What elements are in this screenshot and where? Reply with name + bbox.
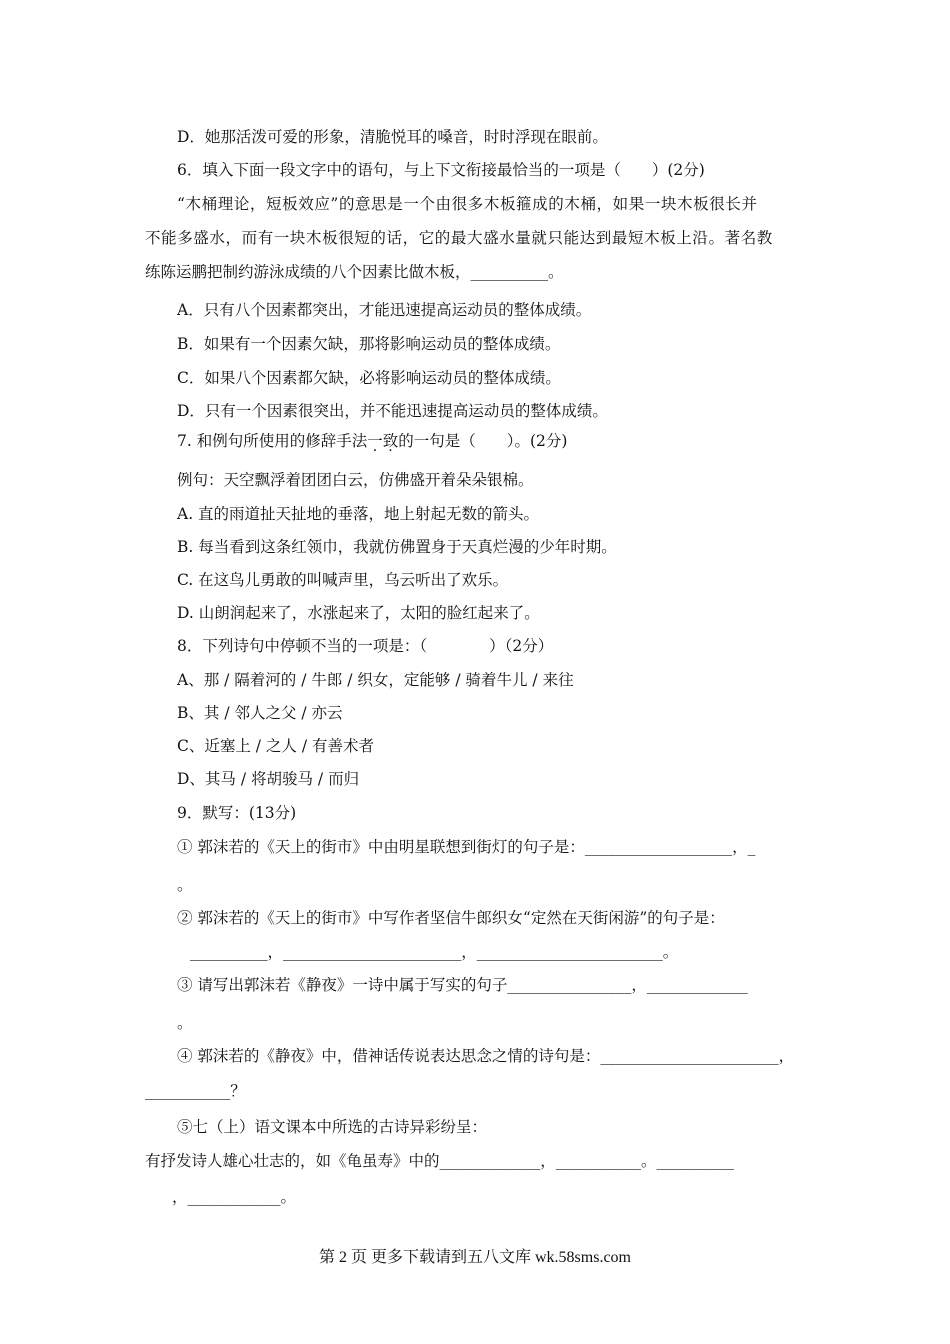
- q9-item-3-end: 。: [177, 1014, 193, 1032]
- q7-stem-pre: 7. 和例句所使用的修辞手法: [177, 432, 368, 450]
- q9-item-4-end: ___________？: [145, 1082, 246, 1100]
- q7-emphasis-char-1: 一: [367, 432, 383, 450]
- q9-item-5-line-a: 有抒发诗人雄心壮志的，如《龟虽寿》中的_____________，___________。__________: [145, 1152, 735, 1170]
- q7-option-d: D. 山朗润起来了，水涨起来了，太阳的脸红起来了。: [177, 604, 540, 622]
- q6-stem: 6．填入下面一段文字中的语句，与上下文衔接最恰当的一项是（ ）(2分): [177, 161, 705, 179]
- q9-item-4: ④ 郭沫若的《静夜》中，借神话传说表达思念之情的诗句是：_______________________，: [177, 1047, 795, 1065]
- q5-option-d: D．她那活泼可爱的形象，清脆悦耳的嗓音，时时浮现在眼前。: [177, 128, 608, 146]
- q6-option-a: A．只有八个因素都突出，才能迅速提高运动员的整体成绩。: [177, 301, 592, 319]
- q6-passage-line-1: “木桶理论，短板效应”的意思是一个由很多木板箍成的木桶，如果一块木板很长并: [177, 195, 758, 213]
- q7-stem: [177, 431, 567, 451]
- q9-item-5-line-b: ，____________。: [172, 1188, 297, 1206]
- q9-item-2-blanks: __________，_______________________，________________________。: [190, 943, 679, 961]
- q9-item-3: ③ 请写出郭沫若《静夜》一诗中属于写实的句子________________，_____________: [177, 976, 748, 994]
- q8-option-a: A、那 / 隔着河的 / 牛郎 / 织女，定能够 / 骑着牛儿 / 来往: [177, 671, 574, 689]
- q7-option-c: C. 在这鸟儿勇敢的叫喊声里，乌云听出了欢乐。: [177, 571, 509, 589]
- q6-option-d: D．只有一个因素很突出，并不能迅速提高运动员的整体成绩。: [177, 402, 608, 420]
- q7-option-a: A. 直的雨道扯天扯地的垂落，地上射起无数的箭头。: [177, 505, 540, 523]
- q9-item-1-end: 。: [177, 876, 193, 894]
- q6-option-b: B．如果有一个因素欠缺，那将影响运动员的整体成绩。: [177, 335, 561, 353]
- q9-item-2: ② 郭沫若的《天上的街市》中写作者坚信牛郎织女“定然在天街闲游”的句子是：: [177, 909, 725, 927]
- q8-option-c: C、近塞上 / 之人 / 有善术者: [177, 737, 375, 755]
- q7-example: 例句：天空飘浮着团团白云，仿佛盛开着朵朵银棉。: [177, 471, 534, 489]
- q6-option-c: C．如果八个因素都欠缺，必将影响运动员的整体成绩。: [177, 369, 561, 387]
- page-footer: 第 2 页 更多下载请到五八文库 wk.58sms.com: [318, 1249, 631, 1266]
- q8-stem: 8．下列诗句中停顿不当的一项是：（ ）（2分）: [177, 637, 554, 655]
- q9-item-5: ⑤七（上）语文课本中所选的古诗异彩纷呈：: [177, 1118, 488, 1136]
- q7-option-b: B. 每当看到这条红领巾，我就仿佛置身于天真烂漫的少年时期。: [177, 538, 617, 556]
- q6-passage-line-3: 练陈运鹏把制约游泳成绩的八个因素比做木板，__________。: [145, 263, 564, 281]
- q9-item-1: ① 郭沫若的《天上的街市》中由明星联想到街灯的句子是：___________________，_: [177, 838, 756, 856]
- q8-option-b: B、其 / 邻人之父 / 亦云: [177, 704, 343, 722]
- q8-option-d: D、其马 / 将胡骏马 / 而归: [177, 770, 360, 788]
- q6-passage-line-2: 不能多盛水，而有一块木板很短的话，它的最大盛水量就只能达到最短木板上沿。著名教: [145, 229, 773, 247]
- q7-stem-post: 的一句是（ ）。(2分): [398, 432, 568, 450]
- q7-emphasis-char-2: 致: [382, 432, 399, 450]
- q9-stem: 9．默写：(13分): [177, 804, 297, 822]
